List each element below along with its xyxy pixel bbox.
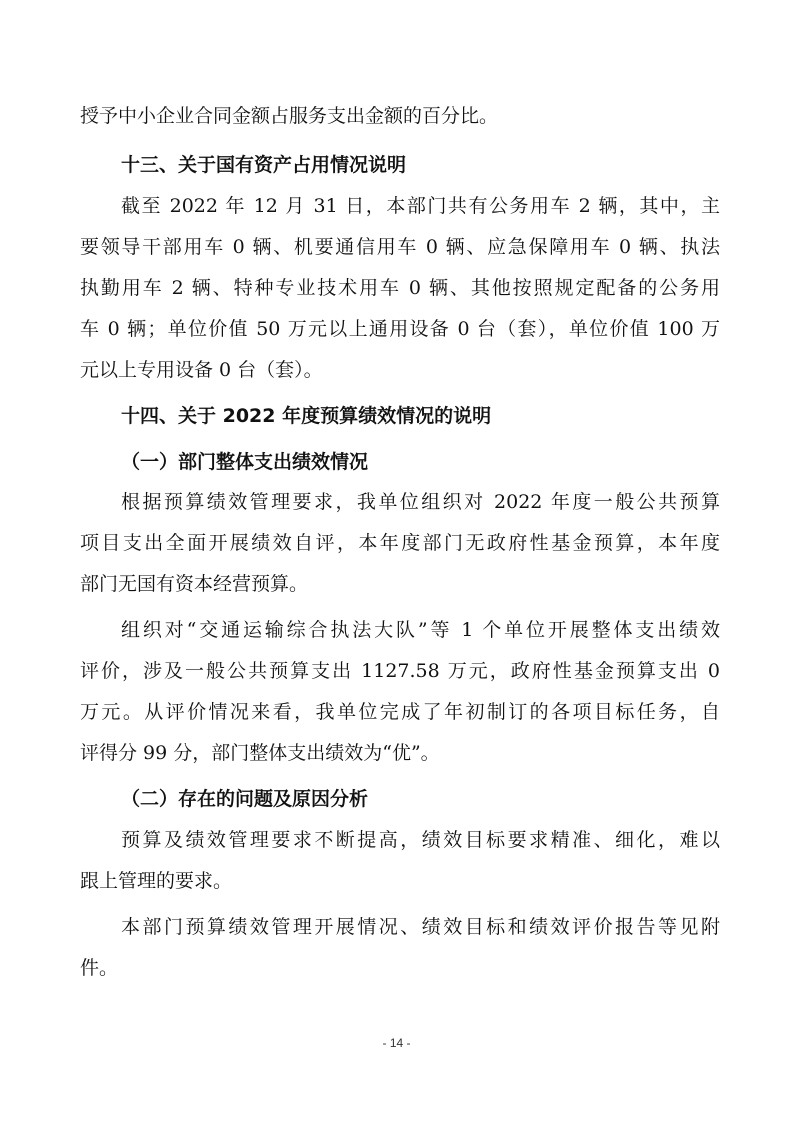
paragraph-line: 项目支出全面开展绩效自评，本年度部门无政府性基金预算，本年度 xyxy=(80,532,720,554)
paragraph-line: 评得分 99 分，部门整体支出绩效为“优”。 xyxy=(80,742,440,764)
paragraph-line: 本部门预算绩效管理开展情况、绩效目标和绩效评价报告等见附 xyxy=(121,916,720,938)
subsection-heading-1: （一）部门整体支出绩效情况 xyxy=(121,451,369,473)
paragraph-line: 要领导干部用车 0 辆、机要通信用车 0 辆、应急保障用车 0 辆、执法 xyxy=(80,236,720,258)
page-number: - 14 - xyxy=(382,1036,411,1050)
paragraph-line: 车 0 辆；单位价值 50 万元以上通用设备 0 台（套），单位价值 100 万 xyxy=(80,318,720,340)
paragraph-line: 截至 2022 年 12 月 31 日，本部门共有公务用车 2 辆，其中，主 xyxy=(121,195,720,217)
paragraph-line: 部门无国有资本经营预算。 xyxy=(80,573,309,595)
paragraph-line: 跟上管理的要求。 xyxy=(80,870,233,892)
section-heading-14: 十四、关于 2022 年度预算绩效情况的说明 xyxy=(121,405,492,427)
paragraph-line: 评价，涉及一般公共预算支出 1127.58 万元，政府性基金预算支出 0 xyxy=(80,660,720,682)
paragraph-line: 授予中小企业合同金额占服务支出金额的百分比。 xyxy=(80,105,499,127)
paragraph-line: 万元。从评价情况来看，我单位完成了年初制订的各项目标任务，自 xyxy=(80,701,720,723)
paragraph-line: 组织对“交通运输综合执法大队”等 1 个单位开展整体支出绩效 xyxy=(121,619,720,641)
section-heading-13: 十三、关于国有资产占用情况说明 xyxy=(121,154,407,176)
paragraph-line: 元以上专用设备 0 台（套）。 xyxy=(80,359,323,381)
paragraph-line: 执勤用车 2 辆、特种专业技术用车 0 辆、其他按照规定配备的公务用 xyxy=(80,277,720,299)
subsection-heading-2: （二）存在的问题及原因分析 xyxy=(121,788,369,810)
paragraph-line: 件。 xyxy=(80,957,119,979)
paragraph-line: 根据预算绩效管理要求，我单位组织对 2022 年度一般公共预算 xyxy=(121,491,720,513)
paragraph-line: 预算及绩效管理要求不断提高，绩效目标要求精准、细化，难以 xyxy=(121,829,720,851)
